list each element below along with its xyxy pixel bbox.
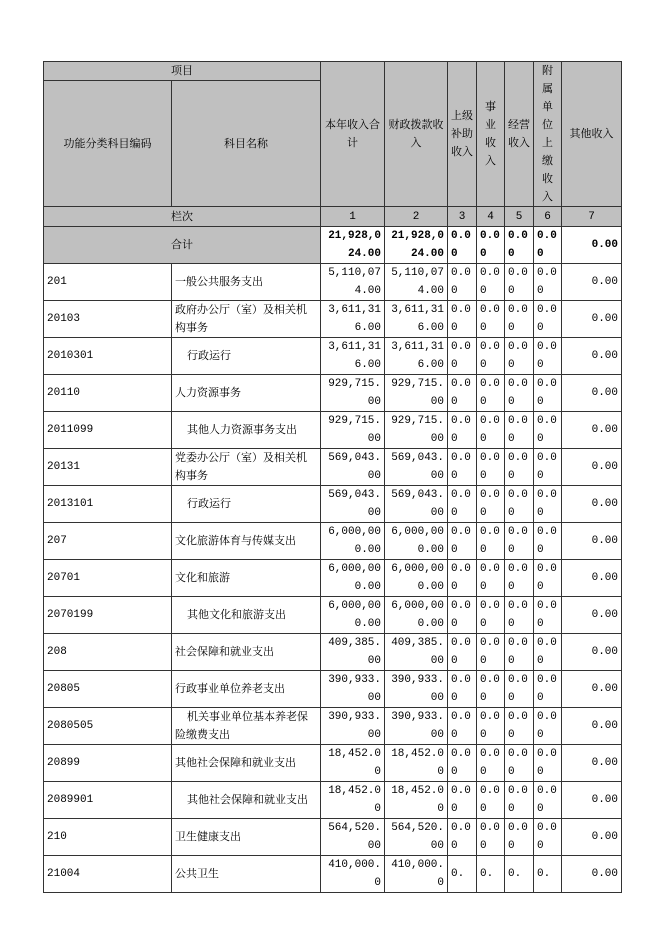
amount-cell: 390,933.00 [321,708,385,745]
amount-cell: 0.00 [448,597,477,634]
table-row [44,671,622,708]
table-row [44,412,622,449]
amount-cell: 0.00 [505,782,534,819]
index-number: 1 [321,207,385,227]
amount-cell: 0.00 [534,338,562,375]
amount-cell: 0.00 [448,560,477,597]
amount-cell: 929,715.00 [321,375,385,412]
table-row [44,449,622,486]
amount-cell: 0.00 [534,819,562,856]
index-row-label: 栏次 [44,207,321,227]
amount-cell: 18,452.00 [321,782,385,819]
amount-cell: 0.00 [448,782,477,819]
amount-cell: 0.00 [534,264,562,301]
subject-name-cell: 卫生健康支出 [172,819,321,856]
amount-cell: 390,933.00 [385,708,448,745]
amount-cell: 0.00 [534,671,562,708]
total-row [44,227,622,264]
subject-name-cell: 机关事业单位基本养老保险缴费支出 [172,708,321,745]
amount-cell: 3,611,316.00 [385,338,448,375]
amount-cell: 0.00 [477,819,505,856]
amount-cell: 0.00 [534,745,562,782]
amount-cell: 569,043.00 [385,486,448,523]
subject-name-cell: 其他人力资源事务支出 [172,412,321,449]
amount-cell: 0.00 [562,856,622,893]
subject-name-cell: 其他社会保障和就业支出 [172,782,321,819]
subject-code-cell: 20701 [44,560,172,597]
subject-code-cell: 20805 [44,671,172,708]
amount-cell: 18,452.00 [321,745,385,782]
column-header-fiscal-appropriation: 财政拨款收入 [385,62,448,207]
amount-cell: 0.00 [477,597,505,634]
amount-cell: 0.00 [477,486,505,523]
amount-cell: 0.00 [505,375,534,412]
header-row-1 [44,62,622,81]
amount-cell: 0.00 [477,412,505,449]
column-header-name: 科目名称 [172,81,321,207]
column-header-superior-subsidy: 上级补助收入 [448,62,477,207]
subject-code-cell: 201 [44,264,172,301]
amount-cell: 0.00 [562,412,622,449]
amount-cell: 0.00 [505,486,534,523]
amount-cell: 18,452.00 [385,745,448,782]
amount-cell: 0.00 [448,375,477,412]
total-amount-cell: 0.00 [562,227,622,264]
subject-name-cell: 其他文化和旅游支出 [172,597,321,634]
table-row [44,486,622,523]
amount-cell: 0.00 [477,523,505,560]
amount-cell: 569,043.00 [321,486,385,523]
amount-cell: 6,000,000.00 [321,523,385,560]
amount-cell: 0. [534,856,562,893]
table-row [44,708,622,745]
table-row [44,634,622,671]
amount-cell: 569,043.00 [321,449,385,486]
amount-cell: 0.00 [448,486,477,523]
amount-cell: 0.00 [448,708,477,745]
amount-cell: 0.00 [534,782,562,819]
amount-cell: 0.00 [505,449,534,486]
amount-cell: 929,715.00 [385,375,448,412]
amount-cell: 0.00 [448,634,477,671]
total-amount-cell: 0.00 [448,227,477,264]
index-number: 3 [448,207,477,227]
index-number: 2 [385,207,448,227]
amount-cell: 0.00 [534,560,562,597]
subject-code-cell: 2080505 [44,708,172,745]
total-amount-cell: 21,928,024.00 [385,227,448,264]
amount-cell: 0.00 [534,412,562,449]
amount-cell: 0. [477,856,505,893]
subject-name-cell: 行政运行 [172,338,321,375]
amount-cell: 0.00 [534,708,562,745]
amount-cell: 0.00 [534,449,562,486]
amount-cell: 0.00 [505,523,534,560]
amount-cell: 409,385.00 [385,634,448,671]
amount-cell: 3,611,316.00 [321,338,385,375]
amount-cell: 390,933.00 [321,671,385,708]
amount-cell: 0.00 [477,560,505,597]
table-row [44,338,622,375]
amount-cell: 0.00 [534,301,562,338]
amount-cell: 929,715.00 [385,412,448,449]
amount-cell: 0.00 [448,338,477,375]
subject-name-cell: 党委办公厅（室）及相关机构事务 [172,449,321,486]
amount-cell: 0.00 [448,449,477,486]
amount-cell: 0.00 [477,745,505,782]
amount-cell: 0.00 [505,671,534,708]
amount-cell: 0.00 [562,301,622,338]
amount-cell: 0.00 [505,819,534,856]
table-row [44,523,622,560]
amount-cell: 6,000,000.00 [385,597,448,634]
subject-name-cell: 人力资源事务 [172,375,321,412]
index-number: 7 [562,207,622,227]
amount-cell: 18,452.00 [385,782,448,819]
amount-cell: 0.00 [562,671,622,708]
subject-code-cell: 2013101 [44,486,172,523]
column-header-operating-income: 经营收入 [505,62,534,207]
amount-cell: 0.00 [562,708,622,745]
table-row [44,375,622,412]
subject-name-cell: 其他社会保障和就业支出 [172,745,321,782]
subject-name-cell: 社会保障和就业支出 [172,634,321,671]
amount-cell: 5,110,074.00 [385,264,448,301]
index-number: 5 [505,207,534,227]
amount-cell: 0.00 [505,634,534,671]
amount-cell: 0.00 [562,819,622,856]
amount-cell: 0.00 [562,560,622,597]
amount-cell: 569,043.00 [385,449,448,486]
total-amount-cell: 0.00 [477,227,505,264]
amount-cell: 0.00 [477,634,505,671]
subject-code-cell: 2089901 [44,782,172,819]
subject-name-cell: 政府办公厅（室）及相关机构事务 [172,301,321,338]
table-row [44,782,622,819]
amount-cell: 409,385.00 [321,634,385,671]
amount-cell: 0.00 [562,375,622,412]
subject-code-cell: 208 [44,634,172,671]
subject-name-cell: 文化和旅游 [172,560,321,597]
amount-cell: 6,000,000.00 [385,523,448,560]
amount-cell: 0.00 [562,338,622,375]
amount-cell: 0.00 [477,449,505,486]
amount-cell: 0.00 [448,671,477,708]
amount-cell: 564,520.00 [385,819,448,856]
table-row [44,597,622,634]
amount-cell: 6,000,000.00 [385,560,448,597]
amount-cell: 0.00 [477,708,505,745]
amount-cell: 0.00 [477,671,505,708]
amount-cell: 0.00 [477,782,505,819]
amount-cell: 0.00 [448,819,477,856]
amount-cell: 0.00 [534,523,562,560]
column-header-business-income: 事业收入 [477,62,505,207]
amount-cell: 410,000.0 [385,856,448,893]
amount-cell: 3,611,316.00 [321,301,385,338]
subject-name-cell: 一般公共服务支出 [172,264,321,301]
amount-cell: 0.00 [448,412,477,449]
subject-name-cell: 行政事业单位养老支出 [172,671,321,708]
amount-cell: 0.00 [448,523,477,560]
amount-cell: 410,000.0 [321,856,385,893]
amount-cell: 0.00 [505,597,534,634]
amount-cell: 0.00 [505,560,534,597]
amount-cell: 0.00 [562,745,622,782]
subject-code-cell: 21004 [44,856,172,893]
column-header-other-income: 其他收入 [562,62,622,207]
index-row [44,207,622,227]
amount-cell: 0.00 [505,708,534,745]
amount-cell: 5,110,074.00 [321,264,385,301]
amount-cell: 0.00 [448,745,477,782]
subject-code-cell: 20110 [44,375,172,412]
total-amount-cell: 21,928,024.00 [321,227,385,264]
total-amount-cell: 0.00 [505,227,534,264]
project-header: 项目 [44,62,321,81]
subject-code-cell: 2010301 [44,338,172,375]
amount-cell: 0.00 [477,301,505,338]
amount-cell: 0.00 [562,486,622,523]
amount-cell: 0.00 [562,449,622,486]
table-row [44,301,622,338]
amount-cell: 6,000,000.00 [321,597,385,634]
subject-name-cell: 文化旅游体育与传媒支出 [172,523,321,560]
subject-code-cell: 2011099 [44,412,172,449]
subject-code-cell: 207 [44,523,172,560]
column-header-code: 功能分类科目编码 [44,81,172,207]
amount-cell: 0.00 [562,597,622,634]
table-row [44,264,622,301]
total-row-label: 合计 [44,227,321,264]
amount-cell: 0.00 [448,264,477,301]
amount-cell: 0. [448,856,477,893]
subject-code-cell: 20899 [44,745,172,782]
amount-cell: 0.00 [448,301,477,338]
subject-code-cell: 20131 [44,449,172,486]
subject-name-cell: 行政运行 [172,486,321,523]
index-number: 4 [477,207,505,227]
amount-cell: 3,611,316.00 [385,301,448,338]
amount-cell: 0.00 [534,634,562,671]
amount-cell: 0.00 [477,375,505,412]
amount-cell: 0.00 [562,523,622,560]
amount-cell: 0.00 [505,412,534,449]
amount-cell: 0.00 [505,264,534,301]
amount-cell: 0. [505,856,534,893]
total-amount-cell: 0.00 [534,227,562,264]
amount-cell: 0.00 [534,375,562,412]
amount-cell: 0.00 [505,745,534,782]
table-body [44,264,622,893]
amount-cell: 0.00 [477,338,505,375]
table-row [44,856,622,893]
subject-code-cell: 20103 [44,301,172,338]
amount-cell: 929,715.00 [321,412,385,449]
subject-code-cell: 2070199 [44,597,172,634]
amount-cell: 0.00 [505,338,534,375]
amount-cell: 0.00 [534,597,562,634]
table-row [44,745,622,782]
subject-name-cell: 公共卫生 [172,856,321,893]
table-row [44,560,622,597]
amount-cell: 0.00 [534,486,562,523]
amount-cell: 0.00 [562,782,622,819]
amount-cell: 0.00 [505,301,534,338]
amount-cell: 390,933.00 [385,671,448,708]
amount-cell: 0.00 [562,634,622,671]
amount-cell: 0.00 [477,264,505,301]
table-row [44,819,622,856]
index-number: 6 [534,207,562,227]
amount-cell: 564,520.00 [321,819,385,856]
subject-code-cell: 210 [44,819,172,856]
column-header-affiliated-remittance: 附属单位上缴收入 [534,62,562,207]
column-header-total-income: 本年收入合计 [321,62,385,207]
amount-cell: 0.00 [562,264,622,301]
income-summary-table [43,61,622,893]
amount-cell: 6,000,000.00 [321,560,385,597]
